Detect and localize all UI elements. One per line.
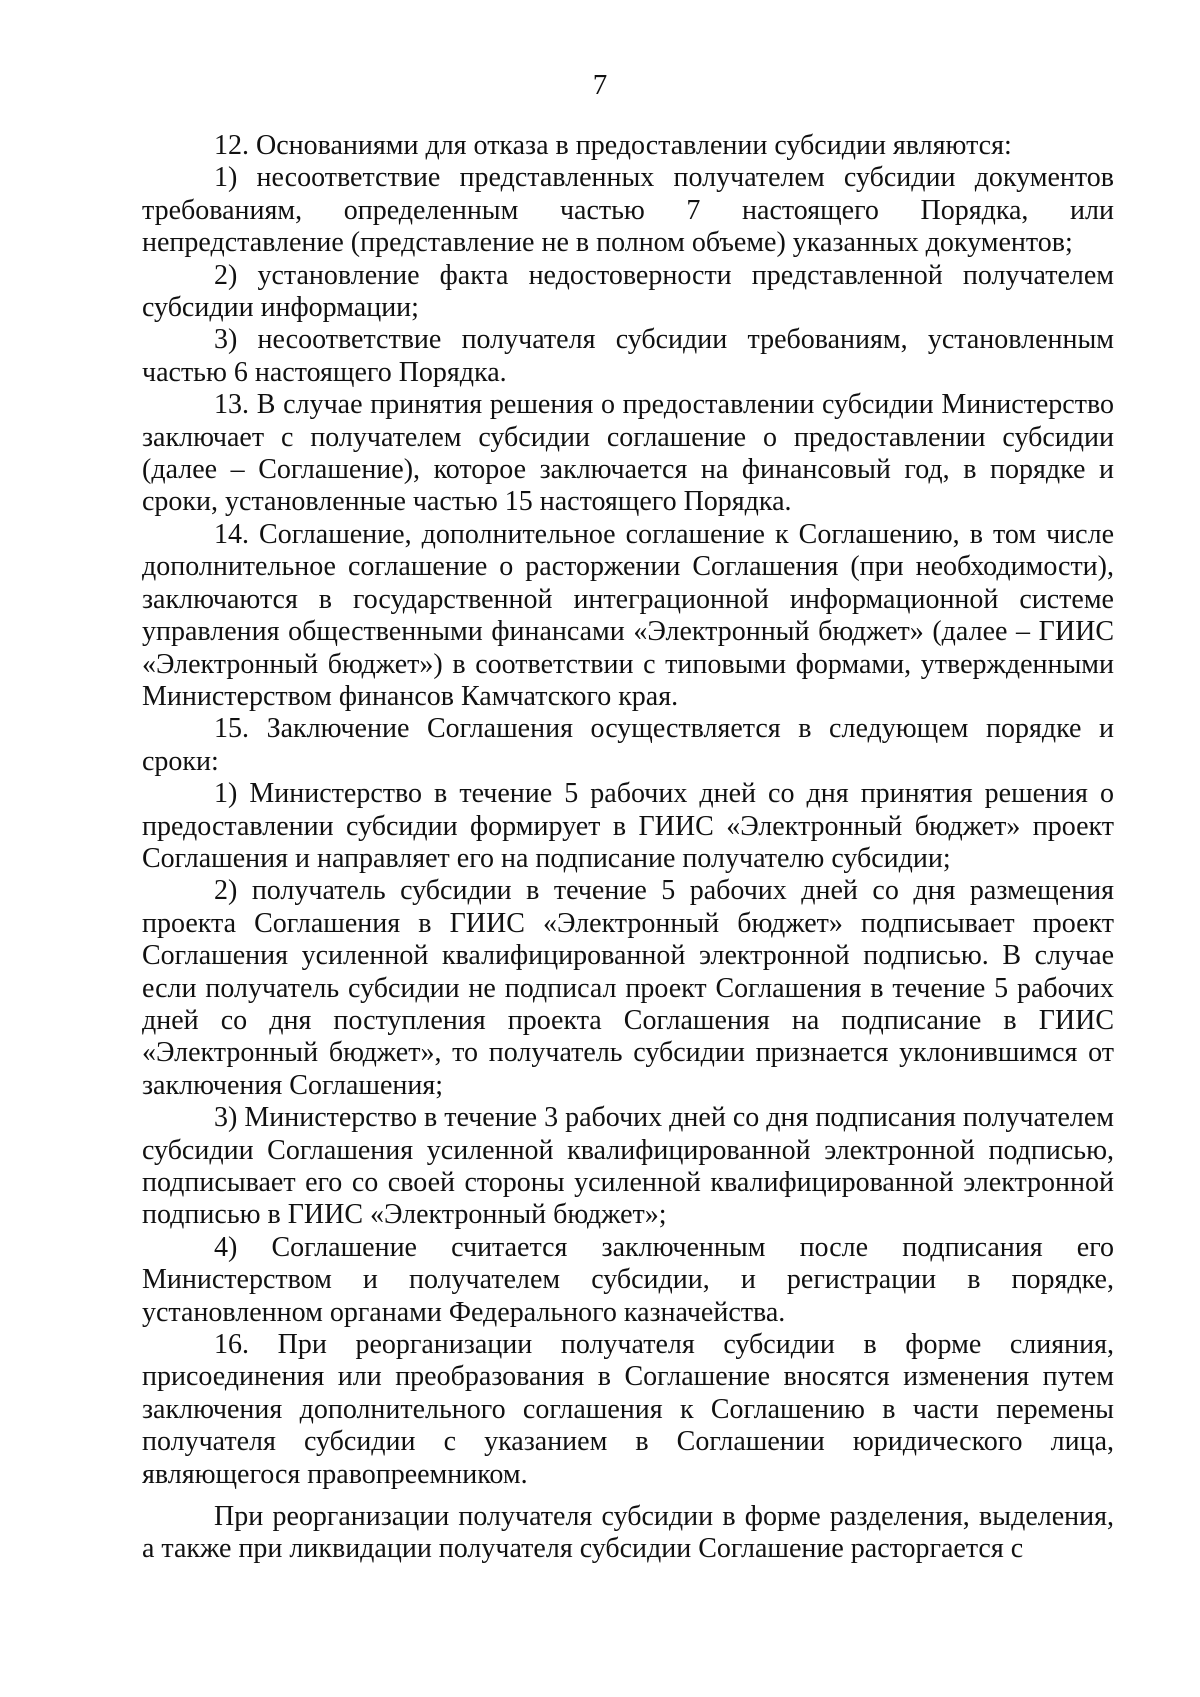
paragraph-12: 12. Основаниями для отказа в предоставлении субсидии являются: — [214, 130, 1012, 161]
paragraph-12-item-2: 2) установление факта недостоверности представленной получателем субсидии информации; — [142, 259, 1114, 324]
paragraph-15-item-4: 4) Соглашение считается заключенным после подписания его Министерством и получателем субсидии, и регистрации в порядке, установленном органами Федерального казначейства. — [142, 1231, 1114, 1328]
paragraph-12-item-1: 1) несоответствие представленных получателем субсидии документов требованиям, определенным частью 7 настоящего Порядка, или непредставление (представление не в полном объеме) указанных документов; — [142, 162, 1114, 259]
document-body — [142, 130, 1114, 1566]
paragraph-15-item-3: 3) Министерство в течение 3 рабочих дней со дня подписания получателем субсидии Соглашения усиленной квалифицированной электронной подписью, подписывает его со своей стороны усиленной квалифицированной электронной подписью в ГИИС «Электронный бюджет»; — [142, 1102, 1114, 1231]
page-number: 7 — [592, 69, 608, 101]
paragraph-15-item-2: 2) получатель субсидии в течение 5 рабочих дней со дня размещения проекта Соглашения в ГИИС «Электронный бюджет» подписывает проект Соглашения усиленной квалифицированной электронной подписью. В случае если получатель субсидии не подписал проект Соглашения в течение 5 рабочих дней со дня поступления проекта Соглашения на подписание в ГИИС «Электронный бюджет», то получатель субсидии признается уклонившимся от заключения Соглашения; — [142, 875, 1114, 1101]
paragraph-16-continuation: При реорганизации получателя субсидии в форме разделения, выделения, а также при ликвидации получателя субсидии Соглашение расторгается с — [142, 1501, 1114, 1565]
paragraph-14: 14. Соглашение, дополнительное соглашение к Соглашению, в том числе дополнительное соглашение о расторжении Соглашения (при необходимости), заключаются в государственной интеграционной информационной системе управления общественными финансами «Электронный бюджет» (далее – ГИИС «Электронный бюджет») в соответствии с типовыми формами, утвержденными Министерством финансов Камчатского края. — [142, 518, 1114, 712]
paragraph-12-item-3: 3) несоответствие получателя субсидии требованиям, установленным частью 6 настоящего Порядка. — [142, 324, 1114, 388]
paragraph-16: 16. При реорганизации получателя субсидии в форме слияния, присоединения или преобразования в Соглашение вносятся изменения путем заключения дополнительного соглашения к Соглашению в части перемены получателя субсидии с указанием в Соглашении юридического лица, являющегося правопреемником. — [142, 1329, 1114, 1490]
paragraph-15-item-1: 1) Министерство в течение 5 рабочих дней со дня принятия решения о предоставлении субсидии формирует в ГИИС «Электронный бюджет» проект Соглашения и направляет его на подписание получателю субсидии; — [142, 778, 1114, 874]
paragraph-15: 15. Заключение Соглашения осуществляется в следующем порядке и сроки: — [142, 713, 1114, 777]
paragraph-13: 13. В случае принятия решения о предоставлении субсидии Министерство заключает с получателем субсидии соглашение о предоставлении субсидии (далее – Соглашение), которое заключается на финансовый год, в порядке и сроки, установленные частью 15 настоящего Порядка. — [142, 389, 1114, 518]
